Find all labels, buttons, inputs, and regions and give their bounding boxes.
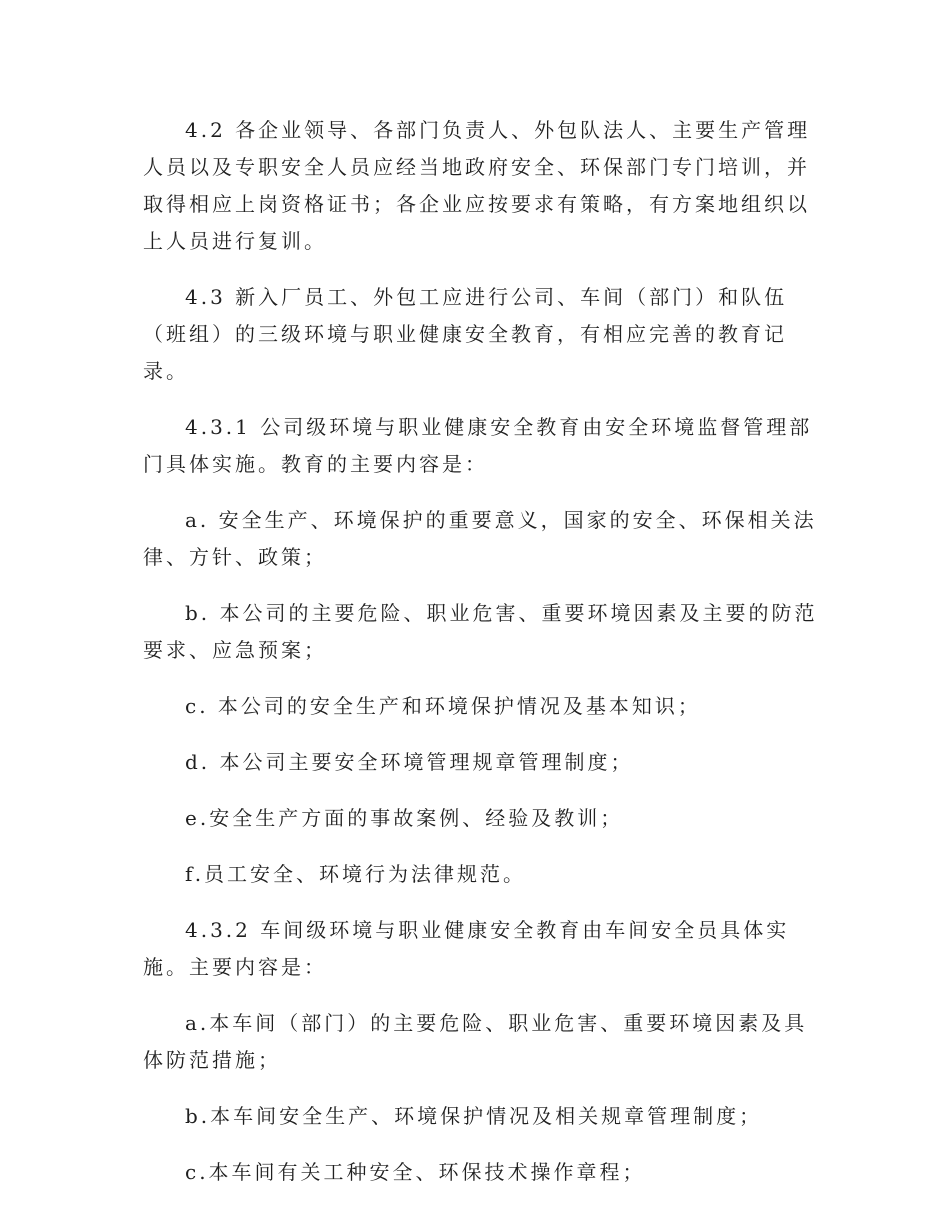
paragraph-4-3-2: 4.3.2 车间级环境与职业健康安全教育由车间安全员具体实施。主要内容是： (143, 918, 790, 979)
paragraph-4-2: 4.2 各企业领导、各部门负责人、外包队法人、主要生产管理人员以及专职安全人员应经当地政府安全、环保部门专门培训，并取得相应上岗资格证书；各企业应按要求有策略，有方案地组织以上人员进行复训。 (143, 118, 811, 253)
paragraph-4-3-1: 4.3.1 公司级环境与职业健康安全教育由安全环境监督管理部门具体实施。教育的主要内容是： (143, 415, 813, 476)
list-item-4-3-2-a: a.本车间（部门）的主要危险、职业危害、重要环境因素及具体防范措施； (143, 1011, 808, 1072)
list-item-4-3-1-a: a. 安全生产、环境保护的重要意义，国家的安全、环保相关法律、方针、政策； (143, 508, 817, 569)
list-item-4-3-1-e: e.安全生产方面的事故案例、经验及教训； (185, 806, 624, 830)
list-item-4-3-1-b: b. 本公司的主要危险、职业危害、重要环境因素及主要的防范要求、应急预案； (143, 601, 818, 662)
paragraph-4-3: 4.3 新入厂员工、外包工应进行公司、车间（部门）和队伍（班组）的三级环境与职业健康安全教育，有相应完善的教育记录。 (143, 285, 788, 383)
document-body (143, 112, 823, 1210)
list-item-4-3-2-b: b.本车间安全生产、环境保护情况及相关规章管理制度； (185, 1104, 763, 1128)
list-item-4-3-2-c: c.本车间有关工种安全、环保技术操作章程； (185, 1160, 646, 1184)
list-item-4-3-1-f: f.员工安全、环境行为法律规范。 (185, 862, 527, 886)
list-item-4-3-1-c: c. 本公司的安全生产和环境保护情况及基本知识； (185, 694, 701, 718)
list-item-4-3-1-d: d. 本公司主要安全环境管理规章管理制度； (185, 750, 634, 774)
